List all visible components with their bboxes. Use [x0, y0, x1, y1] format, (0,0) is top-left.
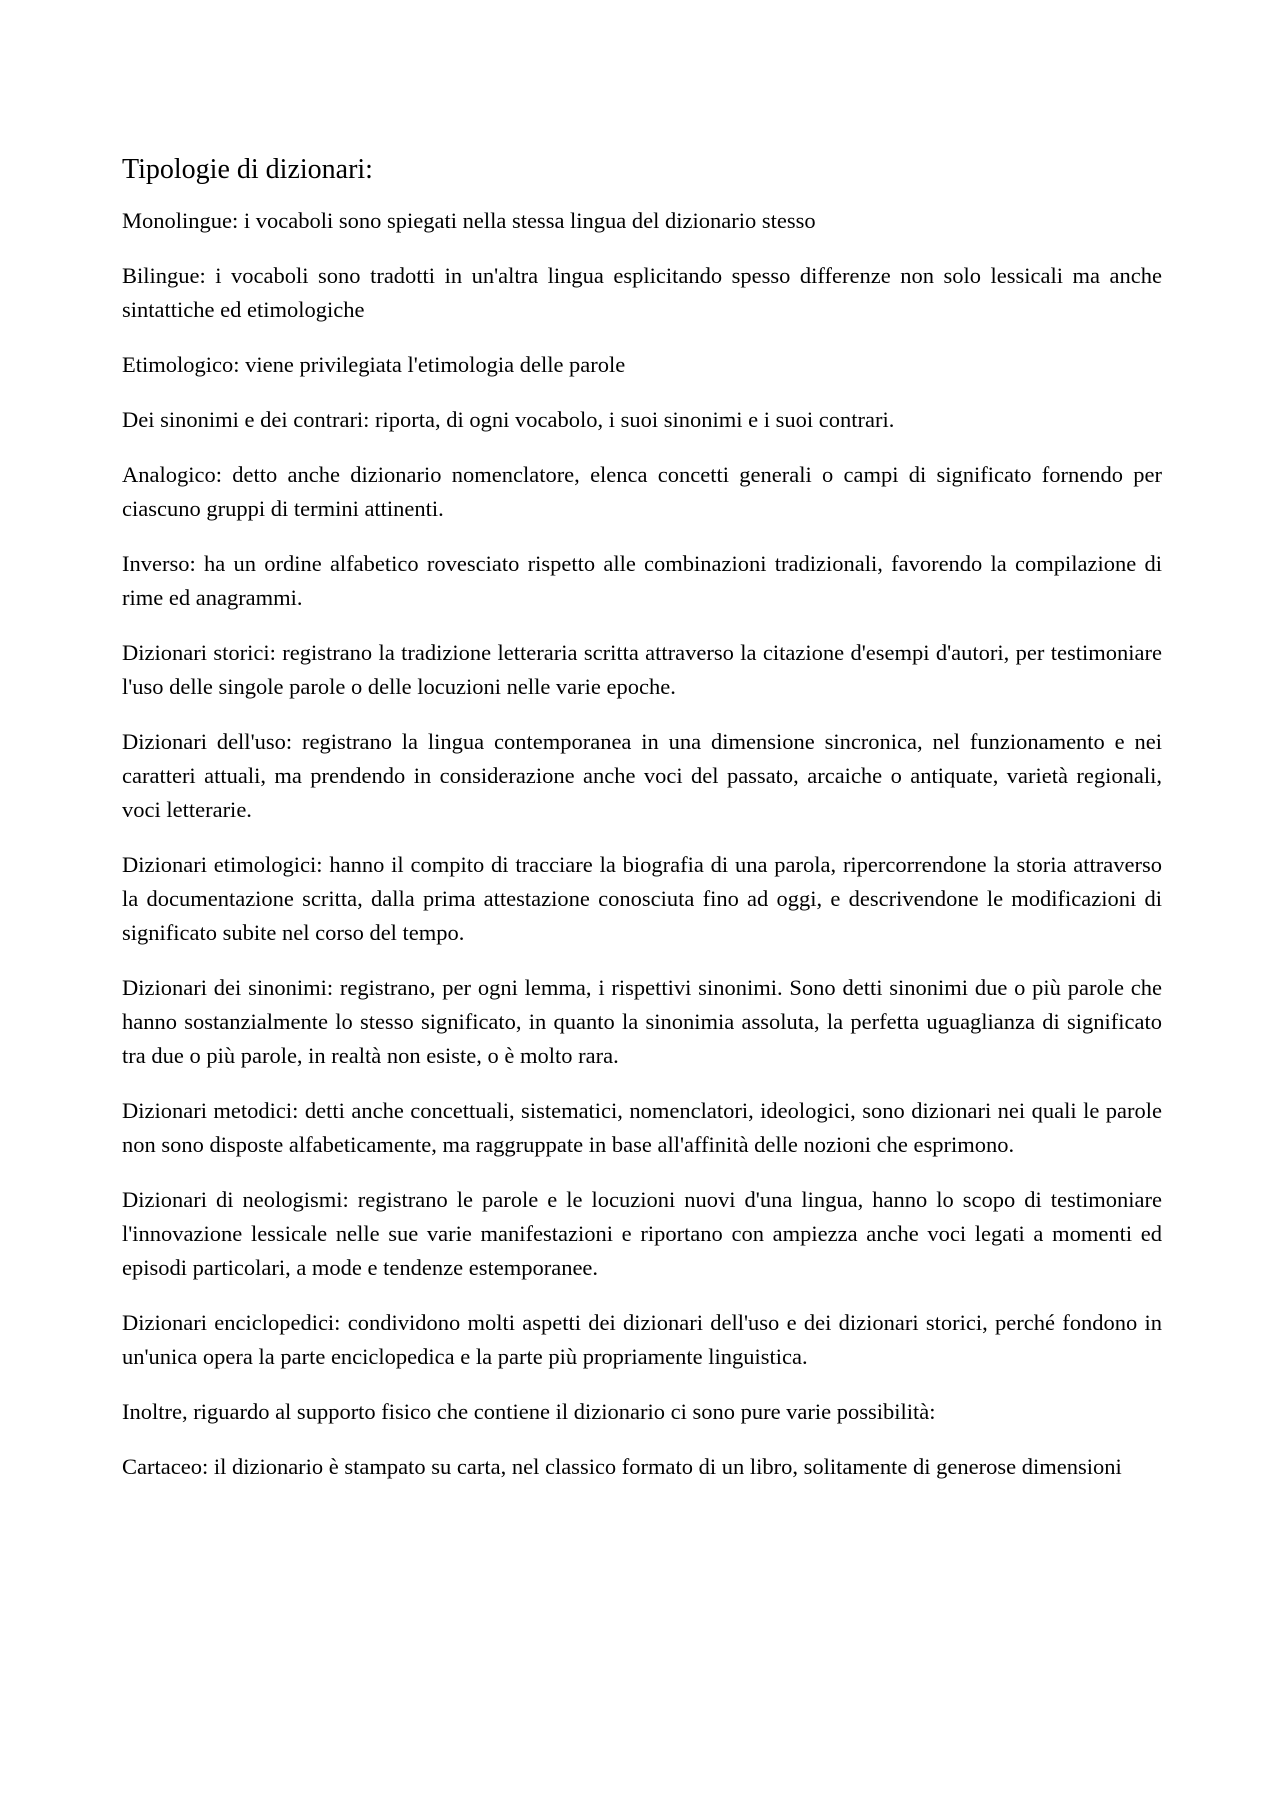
paragraph-dizionari-sinonimi: Dizionari dei sinonimi: registrano, per ogni lemma, i rispettivi sinonimi. Sono detti sinonimi due o più parole che hanno sostanzialmente lo stesso significato, in quanto la sinonimia assoluta, la perfetta uguaglianza di significato tra due o più parole, in realtà non esiste, o è molto rara. — [122, 975, 1162, 1068]
paragraph-dizionari-etimologici: Dizionari etimologici: hanno il compito di tracciare la biografia di una parola, ripercorrendone la storia attraverso la documentazione scritta, dalla prima attestazione conosciuta fino ad oggi, e descrivendone le modificazioni di significato subite nel corso del tempo. — [122, 852, 1162, 945]
document-title: Tipologie di dizionari: — [122, 154, 373, 185]
paragraph-supporto-fisico: Inoltre, riguardo al supporto fisico che contiene il dizionario ci sono pure varie possibilità: — [122, 1399, 936, 1424]
paragraph-inverso: Inverso: ha un ordine alfabetico rovesciato rispetto alle combinazioni tradizionali, favorendo la compilazione di rime ed anagrammi. — [122, 551, 1162, 610]
paragraph-dizionari-storici: Dizionari storici: registrano la tradizione letteraria scritta attraverso la citazione d'esempi d'autori, per testimoniare l'uso delle singole parole o delle locuzioni nelle varie epoche. — [122, 640, 1162, 699]
paragraph-dizionari-uso: Dizionari dell'uso: registrano la lingua contemporanea in una dimensione sincronica, nel funzionamento e nei caratteri attuali, ma prendendo in considerazione anche voci del passato, arcaiche o antiquate, varietà regionali, voci letterarie. — [122, 729, 1162, 822]
paragraph-dizionari-neologismi: Dizionari di neologismi: registrano le parole e le locuzioni nuovi d'una lingua, hanno lo scopo di testimoniare l'innovazione lessicale nelle sue varie manifestazioni e riportano con ampiezza anche voci legati a momenti ed episodi particolari, a mode e tendenze estemporanee. — [122, 1187, 1162, 1280]
paragraph-analogico: Analogico: detto anche dizionario nomenclatore, elenca concetti generali o campi di significato fornendo per ciascuno gruppi di termini attinenti. — [122, 462, 1162, 521]
document-body — [122, 150, 1162, 1505]
paragraph-cartaceo: Cartaceo: il dizionario è stampato su carta, nel classico formato di un libro, solitamente di generose dimensioni — [122, 1454, 1122, 1479]
paragraph-monolingue: Monolingue: i vocaboli sono spiegati nella stessa lingua del dizionario stesso — [122, 208, 816, 233]
paragraph-dizionari-enciclopedici: Dizionari enciclopedici: condividono molti aspetti dei dizionari dell'uso e dei dizionari storici, perché fondono in un'unica opera la parte enciclopedica e la parte più propriamente linguistica. — [122, 1310, 1162, 1369]
paragraph-dizionari-metodici: Dizionari metodici: detti anche concettuali, sistematici, nomenclatori, ideologici, sono dizionari nei quali le parole non sono disposte alfabeticamente, ma raggruppate in base all'affinità delle nozioni che esprimono. — [122, 1098, 1162, 1157]
paragraph-bilingue: Bilingue: i vocaboli sono tradotti in un'altra lingua esplicitando spesso differenze non solo lessicali ma anche sintattiche ed etimologiche — [122, 263, 1162, 322]
paragraph-etimologico: Etimologico: viene privilegiata l'etimologia delle parole — [122, 352, 626, 377]
paragraph-sinonimi-contrari: Dei sinonimi e dei contrari: riporta, di ogni vocabolo, i suoi sinonimi e i suoi contrari. — [122, 407, 895, 432]
